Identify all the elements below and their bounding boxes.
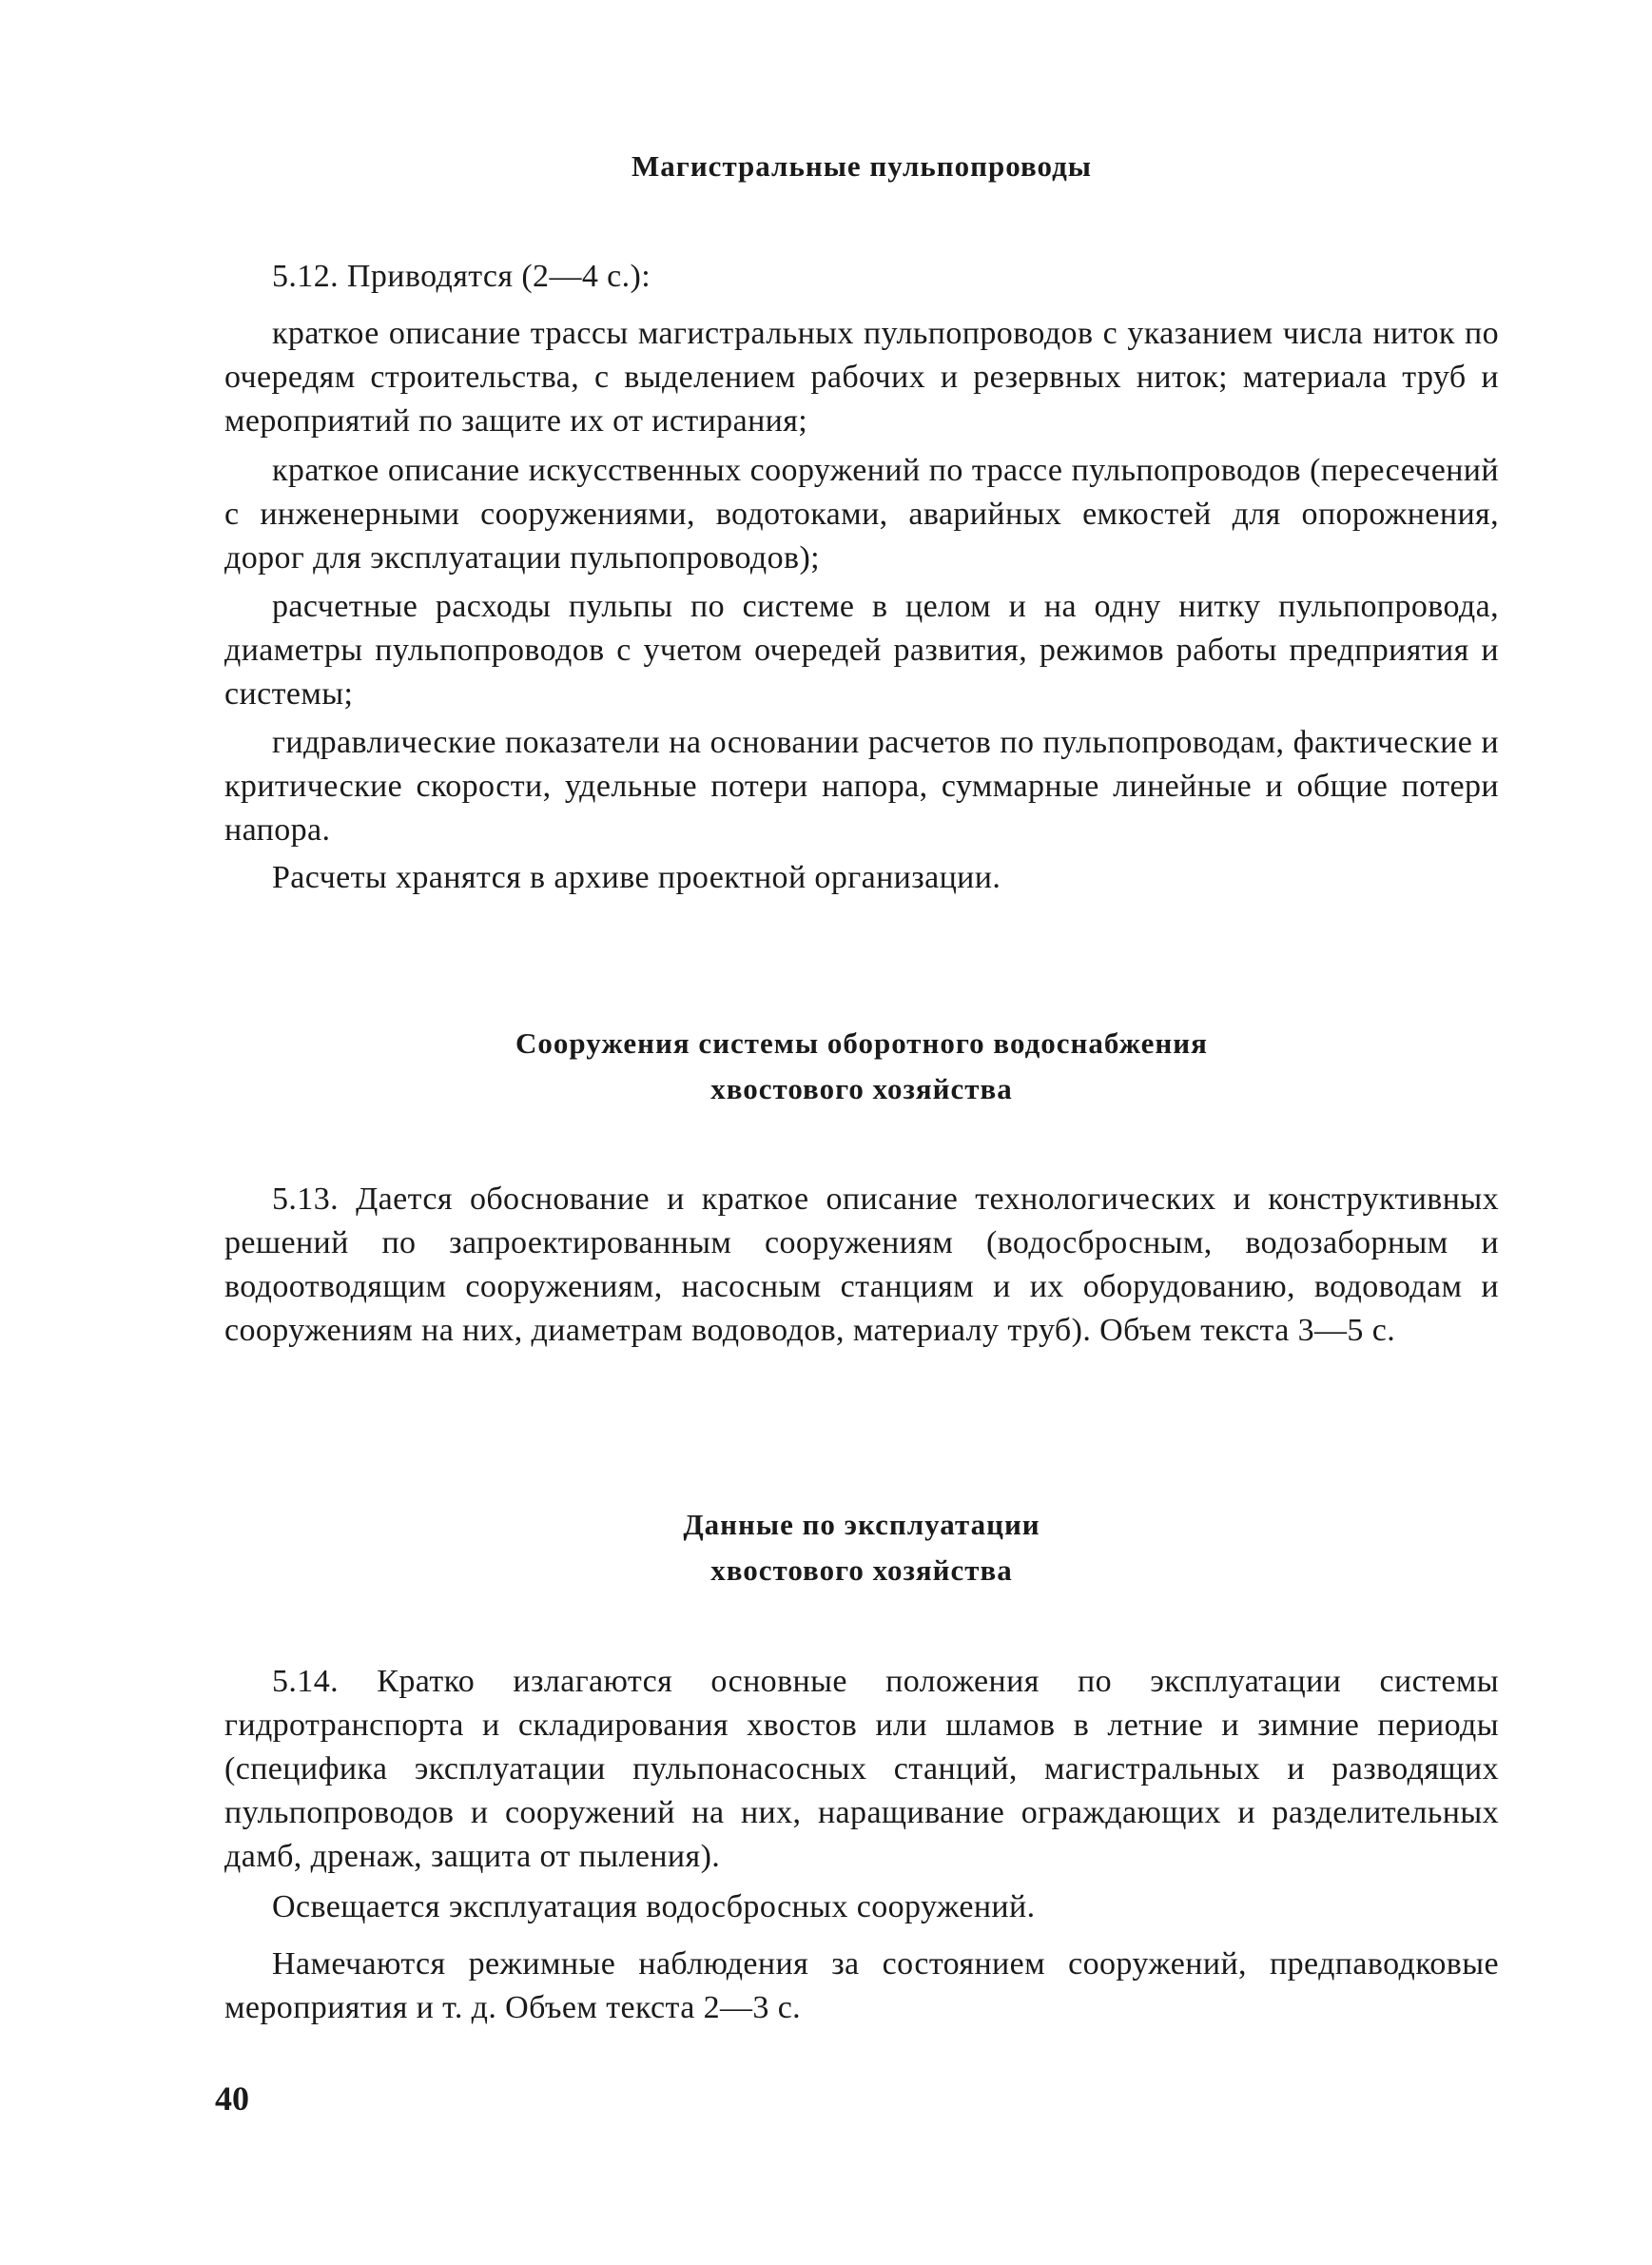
paragraph-regime-observations: Намечаются режимные наблюдения за состоянием сооружений, предпаводковые мероприятия и т. д. Объем текста 2—3 с.: [224, 1946, 1499, 2025]
page-number: 40: [215, 2080, 249, 2118]
paragraph-calculations-archive: Расчеты хранятся в архиве проектной организации.: [272, 860, 1001, 895]
section-heading-operation-line1: Данные по эксплуатации: [683, 1508, 1040, 1541]
clause-number: 5.14.: [272, 1664, 339, 1699]
paragraph-5-14: [224, 1660, 1499, 1879]
section-heading-water-recycling-line2: хвостового хозяйства: [710, 1072, 1013, 1105]
paragraph-text: Дается обоснование и краткое описание технологических и конструктивных решений по запроектированным сооружениям (водосбросным, водозаборным и водоотводящим сооружениям, насосным станциям и их оборудованию, водоводам и сооружениям на них, диаметрам водоводов, материалу труб). Объем текста 3—5 с.: [224, 1181, 1499, 1348]
section-heading-operation-line2: хвостового хозяйства: [710, 1553, 1013, 1587]
paragraph-design-flows: расчетные расходы пульпы по системе в целом и на одну нитку пульпопровода, диаметры пульпопроводов с учетом очередей развития, режимов работы предприятия и системы;: [224, 589, 1499, 712]
paragraph-route-description: краткое описание трассы магистральных пульпопроводов с указанием числа ниток по очередям строительства, с выделением рабочих и резервных ниток; материала труб и мероприятий по защите их от истирания;: [224, 316, 1499, 439]
paragraph-5-13: [224, 1178, 1499, 1353]
paragraph-hydraulic-indicators: гидравлические показатели на основании расчетов по пульпопроводам, фактические и критические скорости, удельные потери напора, суммарные линейные и общие потери напора.: [224, 725, 1499, 848]
clause-number: 5.13.: [272, 1181, 339, 1217]
paragraph-text: Кратко излагаются основные положения по эксплуатации системы гидротранспорта и складирования хвостов или шламов в летние и зимние периоды (специфика эксплуатации пульпонасосных станций, магистральных и разводящих пульпопроводов и сооружений на них, наращивание ограждающих и разделительных дамб, дренаж, защита от пыления).: [224, 1664, 1499, 1874]
paragraph-artificial-structures: краткое описание искусственных сооружений по трассе пульпопроводов (пересечений с инженерными сооружениями, водотоками, аварийных емкостей для опорожнения, дорог для эксплуатации пульпопроводов);: [224, 453, 1499, 576]
section-heading-main-pulp-pipelines: Магистральные пульпопроводы: [631, 149, 1093, 183]
paragraph-text: Приводятся (2—4 с.):: [339, 259, 651, 294]
paragraph-5-12: [224, 255, 1499, 299]
paragraph-spillway-operation: Освещается эксплуатация водосбросных сооружений.: [272, 1889, 1036, 1924]
clause-number: 5.12.: [272, 259, 339, 294]
section-heading-water-recycling-line1: Сооружения системы оборотного водоснабжения: [515, 1026, 1208, 1060]
